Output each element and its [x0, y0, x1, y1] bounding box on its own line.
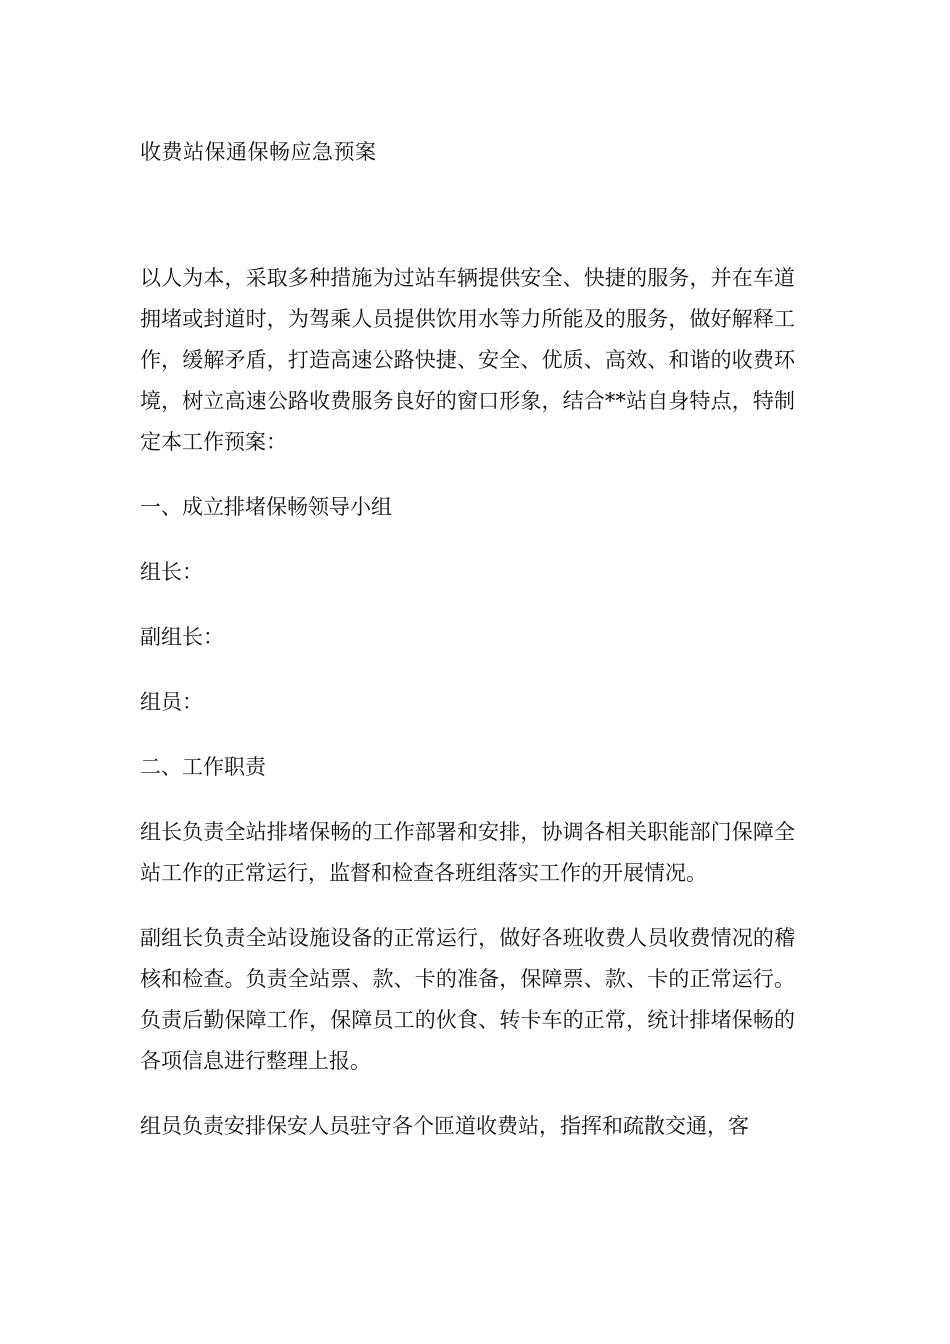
paragraph-deputy-duties: 副组长负责全站设施设备的正常运行，做好各班收费人员收费情况的稽核和检查。负责全站票、款、卡的准备，保障票、款、卡的正常运行。负责后勤保障工作，保障员工的伙食、转卡车的正常，统计排堵保畅的各项信息进行整理上报。	[140, 926, 795, 1073]
paragraph-intro: 以人为本，采取多种措施为过站车辆提供安全、快捷的服务，并在车道拥堵或封道时，为驾乘人员提供饮用水等力所能及的服务，做好解释工作，缓解矛盾，打造高速公路快捷、安全、优质、高效、和谐的收费环境，树立高速公路收费服务良好的窗口形象，结合**站自身特点，特制定本工作预案：	[140, 266, 795, 454]
section-heading-1: 一、成立排堵保畅领导小组	[140, 495, 392, 519]
paragraph-deputy-leader: 副组长：	[140, 625, 224, 649]
paragraph-leader-duties: 组长负责全站排堵保畅的工作部署和安排，协调各相关职能部门保障全站工作的正常运行，监督和检查各班组落实工作的开展情况。	[140, 820, 795, 885]
document-title: 收费站保通保畅应急预案	[140, 140, 377, 164]
paragraph-leader: 组长：	[140, 560, 203, 584]
paragraph-member-duties: 组员负责安排保安人员驻守各个匝道收费站，指挥和疏散交通，客	[140, 1114, 749, 1138]
section-heading-2: 二、工作职责	[140, 755, 266, 779]
paragraph-members: 组员：	[140, 690, 203, 714]
document-body	[140, 258, 795, 1147]
